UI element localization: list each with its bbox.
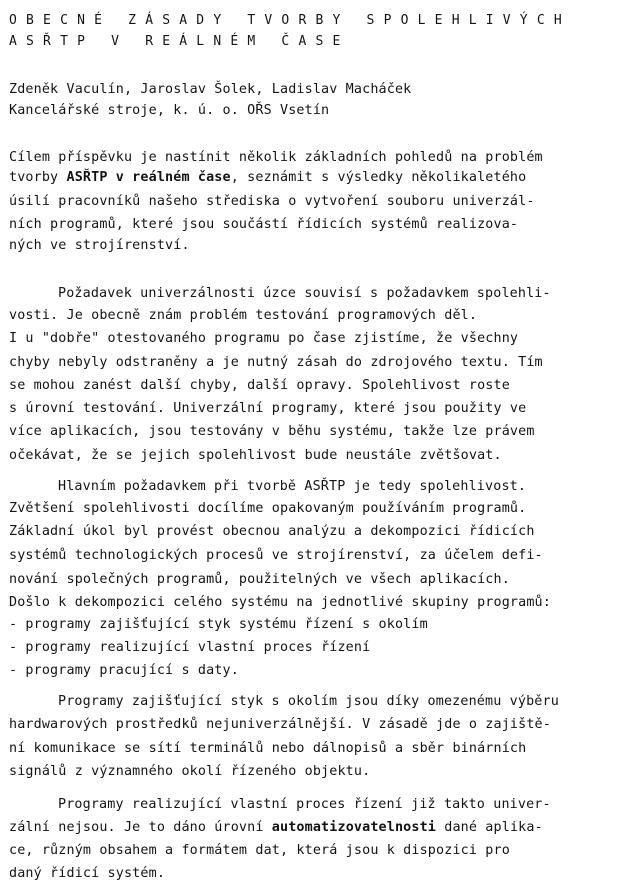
p5-line-3: ce, různým obsahem a formátem dat, která jsou k dispozici pro [9, 843, 510, 858]
p2-line-8: očekávat, že se jejich spolehlivost bude neustále zvětšovat. [9, 448, 502, 463]
p1-line-1: Cílem příspěvku je nastínit několik základních pohledů na problém [9, 150, 543, 165]
p3-line-3: Základní úkol byl provést obecnou analýzu a dekompozici řídicích [9, 524, 535, 539]
p3-line-1: Hlavním požadavkem při tvorbě ASŘTP je tedy spolehlivost. [58, 479, 527, 494]
p3-line-7: - programy zajišťující styk systému řízení s okolím [9, 617, 428, 632]
p2-line-2: vosti. Je obecně znám problém testování programových děl. [9, 308, 478, 323]
p5-line-2 [9, 818, 543, 837]
p2-line-5: se mohou zanést další chyby, další opravy. Spolehlivost roste [9, 378, 510, 393]
p2-line-3: I u "dobře" otestovaného programu po čase zjistíme, že všechny [9, 331, 519, 346]
p1-line-4: ních programů, které jsou součástí řídicích systémů realizova- [9, 217, 519, 232]
p4-line-2: hardwarových prostředků nejuniverzálnější. V zásadě jde o zajiště- [9, 717, 551, 732]
document-title-line-1: OBECNÉ ZÁSADY TVORBY SPOLEHLIVÝCH [9, 13, 571, 28]
p3-line-9: - programy pracující s daty. [9, 663, 239, 678]
document-title-line-2: ASŘTP V REÁLNÉM ČASE [9, 34, 350, 49]
p4-line-3: ní komunikace se sítí terminálů nebo dálnopisů a sběr binárních [9, 741, 527, 756]
p3-line-8: - programy realizující vlastní proces řízení [9, 640, 371, 655]
p1-line-5: ných ve strojírenství. [9, 238, 190, 253]
p1-line-2-bold: ASŘTP v reálném čase [66, 170, 231, 185]
p3-line-2: Zvětšení spolehlivosti docílíme opakovaným používáním programů. [9, 501, 527, 516]
p2-line-6: s úrovní testování. Univerzální programy, které jsou použity ve [9, 401, 527, 416]
p2-line-4: chyby nebyly odstraněny a je nutný zásah do zdrojového textu. Tím [9, 355, 543, 370]
p1-line-2-c: , seznámit s výsledky několikaletého [230, 170, 527, 185]
p3-line-5: nování společných programů, použitelných ve všech aplikacích. [9, 572, 510, 587]
p5-line-2-c: dané aplika- [436, 820, 543, 835]
affiliation: Kancelářské stroje, k. ú. o. OŘS Vsetín [9, 103, 330, 118]
p5-line-2-bold: automatizovatelnosti [271, 820, 437, 835]
p5-line-4: daný řídicí systém. [9, 866, 166, 881]
p5-line-1: Programy realizující vlastní proces řízení již takto univer- [58, 797, 551, 812]
p3-line-6: Došlo k dekompozici celého systému na jednotlivé skupiny programů: [9, 595, 551, 610]
p3-line-4: systémů technologických procesů ve strojírenství, za účelem defi- [9, 548, 543, 563]
p4-line-1: Programy zajišťující styk s okolím jsou díky omezenému výběru [58, 694, 559, 709]
p2-line-1: Požadavek univerzálnosti úzce souvisí s požadavkem spolehli- [58, 286, 551, 301]
authors: Zdeněk Vaculín, Jaroslav Šolek, Ladislav Macháček [9, 82, 412, 97]
p2-line-7: více aplikacích, jsou testovány v běhu systému, takže lze právem [9, 424, 535, 439]
p1-line-2-a: tvorby [9, 170, 67, 185]
p1-line-2 [9, 168, 526, 187]
p4-line-4: signálů z významného okolí řízeného objektu. [9, 764, 371, 779]
p5-line-2-a: zální nejsou. Je to dáno úrovní [9, 820, 272, 835]
p1-line-3: úsilí pracovníků našeho střediska o vytvoření souboru univerzál- [9, 194, 535, 209]
